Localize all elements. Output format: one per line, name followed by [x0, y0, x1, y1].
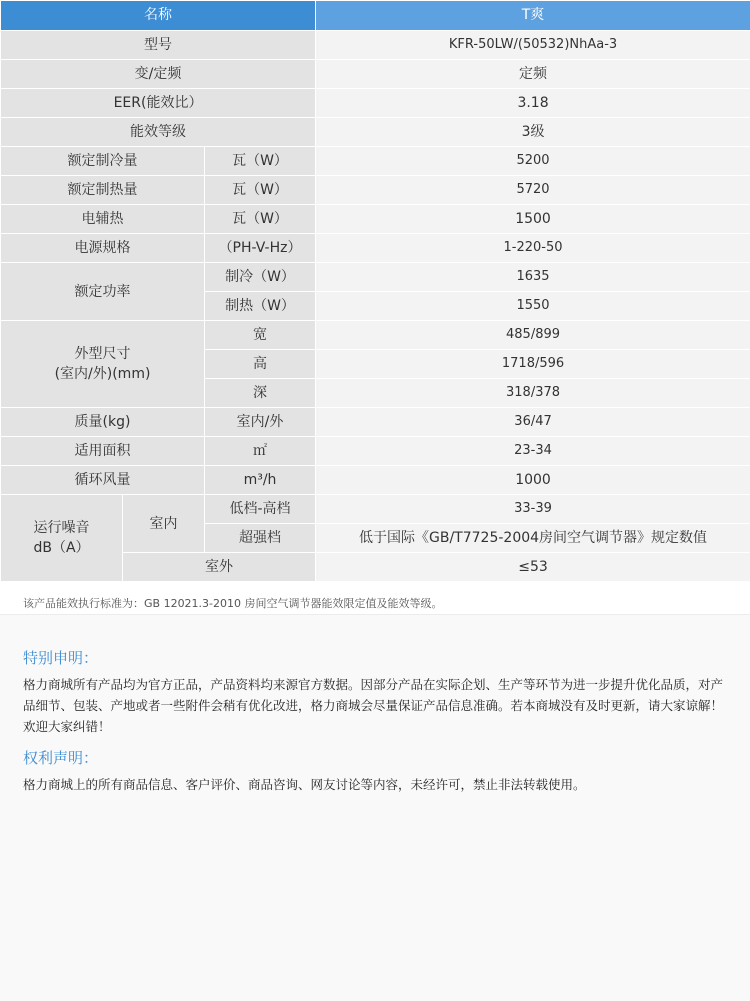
row-value: 1718/596	[316, 350, 750, 379]
row-value: 36/47	[316, 408, 750, 437]
table-row	[1, 89, 750, 118]
table-row	[1, 321, 750, 350]
table-row	[1, 60, 750, 89]
table-row	[1, 466, 750, 495]
table-row	[1, 437, 750, 466]
row-label: 型号	[1, 31, 316, 60]
row-unit: 制热（W）	[205, 292, 316, 321]
row-value: 3.18	[316, 89, 750, 118]
row-label: 额定制冷量	[1, 147, 205, 176]
row-label: 适用面积	[1, 437, 205, 466]
row-label: 质量(kg)	[1, 408, 205, 437]
row-value: ≤53	[316, 553, 750, 582]
row-value: 1635	[316, 263, 750, 292]
row-label: EER(能效比）	[1, 89, 316, 118]
row-value: 1000	[316, 466, 750, 495]
efficiency-standard-note: 该产品能效执行标准为：GB 12021.3-2010 房间空气调节器能效限定值及能效等级。	[0, 582, 750, 614]
row-value: 33-39	[316, 495, 750, 524]
row-unit: 深	[205, 379, 316, 408]
table-header-row	[1, 1, 750, 31]
row-value: 23-34	[316, 437, 750, 466]
row-unit: 超强档	[205, 524, 316, 553]
row-label: 电辅热	[1, 205, 205, 234]
row-label: 额定制热量	[1, 176, 205, 205]
dimensions-label-line2: (室内/外)(mm)	[1, 364, 204, 384]
copyright-title: 权利声明：	[23, 737, 727, 768]
table-row	[1, 118, 750, 147]
section-divider	[0, 614, 750, 629]
header-name: 名称	[1, 1, 316, 31]
row-label: 电源规格	[1, 234, 205, 263]
row-unit: 瓦（W）	[205, 176, 316, 205]
row-label: 变/定频	[1, 60, 316, 89]
noise-indoor-label: 室内	[123, 495, 205, 553]
row-unit: 高	[205, 350, 316, 379]
row-label: 额定功率	[1, 263, 205, 321]
row-value: 1550	[316, 292, 750, 321]
table-row	[1, 31, 750, 60]
row-label: 能效等级	[1, 118, 316, 147]
table-row	[1, 408, 750, 437]
row-unit: ㎡	[205, 437, 316, 466]
row-value: 定频	[316, 60, 750, 89]
row-value: 318/378	[316, 379, 750, 408]
row-unit: 室内/外	[205, 408, 316, 437]
table-row	[1, 263, 750, 292]
row-value: 1-220-50	[316, 234, 750, 263]
special-statement-body: 格力商城所有产品均为官方正品，产品资料均来源官方数据。因部分产品在实际企划、生产等环节为进一步提升优化品质，对产品细节、包装、产地或者一些附件会稍有优化改进，格力商城会尽量保证产品信息准确。若本商城没有及时更新，请大家谅解！ 欢迎大家纠错！	[23, 674, 727, 737]
row-unit: 瓦（W）	[205, 205, 316, 234]
noise-outdoor-label: 室外	[123, 553, 316, 582]
special-statement-title: 特别申明：	[23, 629, 727, 668]
table-row	[1, 234, 750, 263]
row-unit: 低档-高档	[205, 495, 316, 524]
table-row	[1, 495, 750, 524]
row-value: 5200	[316, 147, 750, 176]
row-value: 低于国际《GB/T7725-2004房间空气调节器》规定数值	[316, 524, 750, 553]
row-unit: m³/h	[205, 466, 316, 495]
copyright-body: 格力商城上的所有商品信息、客户评价、商品咨询、网友讨论等内容，未经许可，禁止非法转载使用。	[23, 774, 727, 795]
statement-box	[0, 629, 750, 1001]
noise-label-line1: 运行噪音	[1, 518, 122, 538]
table-row	[1, 176, 750, 205]
row-unit: 制冷（W）	[205, 263, 316, 292]
row-unit: 瓦（W）	[205, 147, 316, 176]
row-label	[1, 495, 123, 582]
row-label	[1, 321, 205, 408]
row-value: 3级	[316, 118, 750, 147]
row-unit: （PH-V-Hz）	[205, 234, 316, 263]
table-row	[1, 147, 750, 176]
row-value: 485/899	[316, 321, 750, 350]
noise-label-line2: dB（A）	[1, 538, 122, 558]
header-product: T爽	[316, 1, 750, 31]
table-row	[1, 205, 750, 234]
row-label: 循环风量	[1, 466, 205, 495]
row-value: 5720	[316, 176, 750, 205]
row-value: KFR-50LW/(50532)NhAa-3	[316, 31, 750, 60]
row-value: 1500	[316, 205, 750, 234]
row-unit: 宽	[205, 321, 316, 350]
dimensions-label-line1: 外型尺寸	[1, 344, 204, 364]
